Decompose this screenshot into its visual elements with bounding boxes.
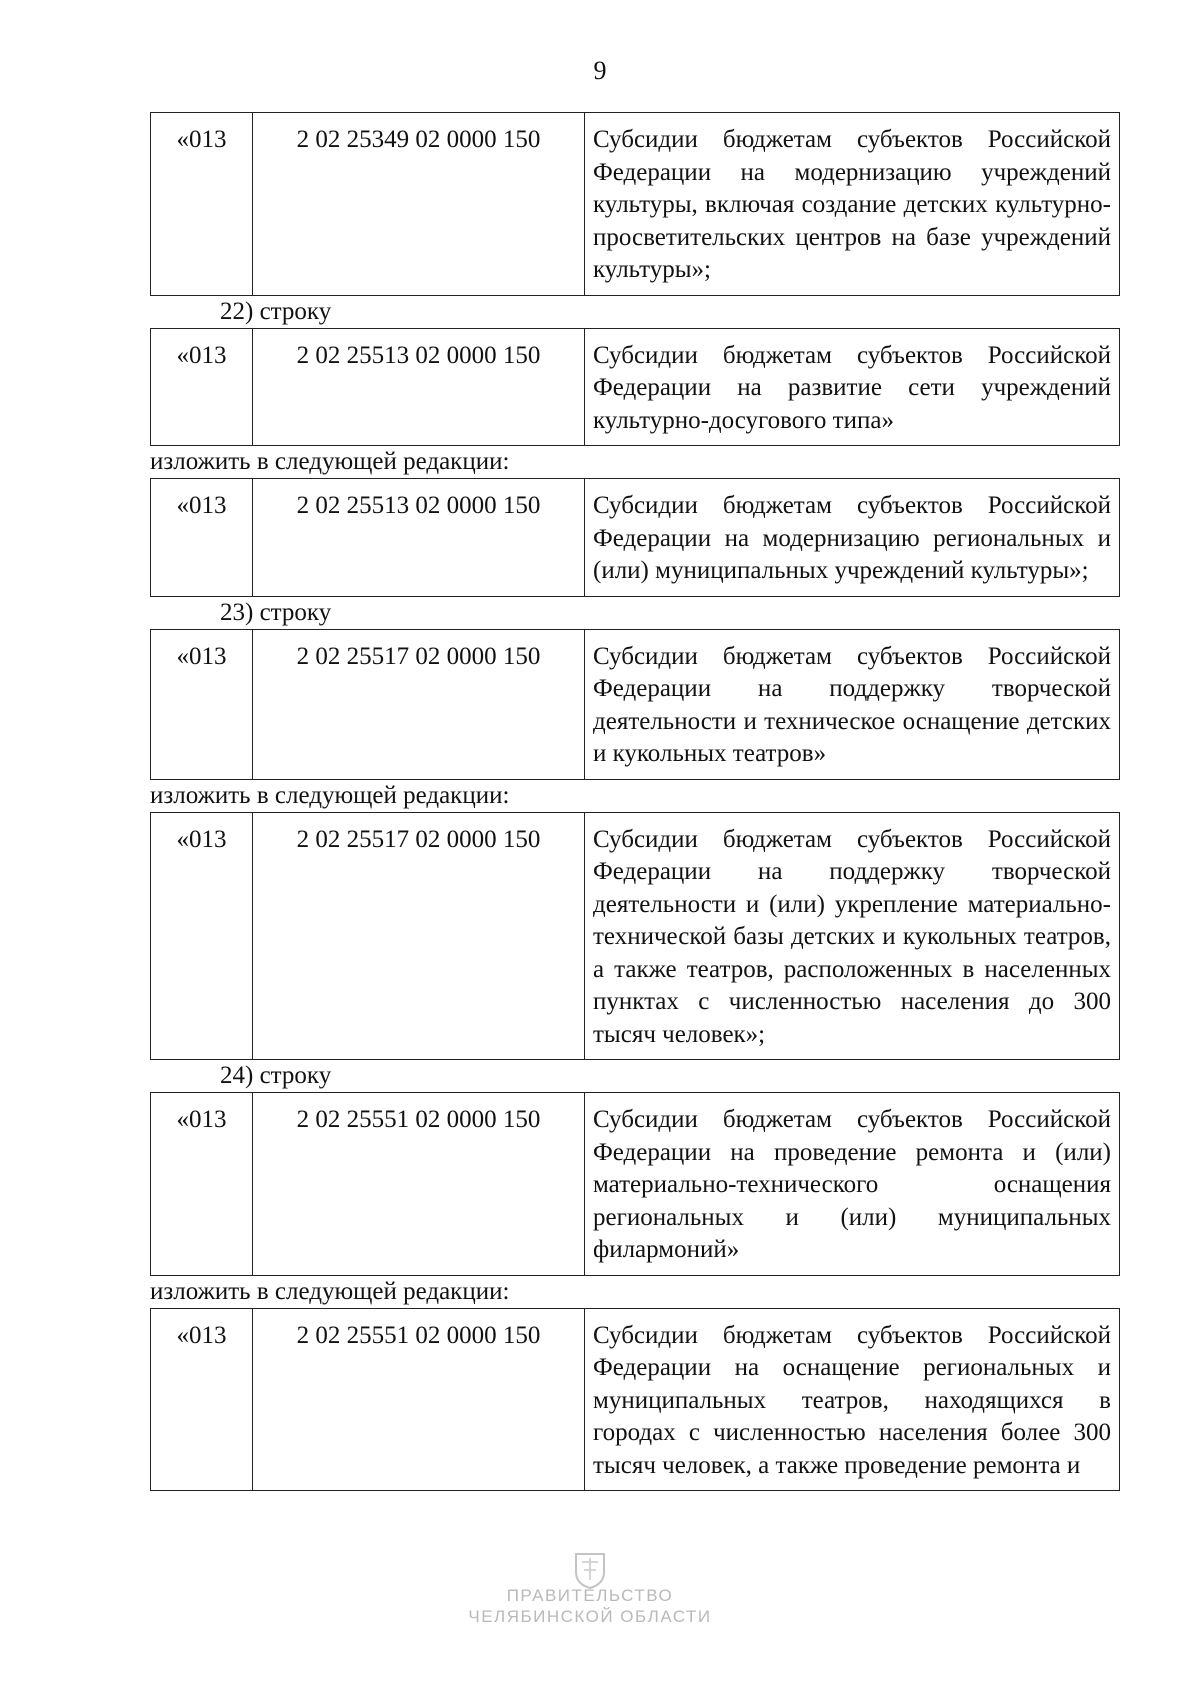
- description-cell: Субсидии бюджетам субъектов Российской Федерации на модернизацию учреждений культуры, включая создание детских культурно-просветительских центров на базе учреждений культуры»;: [585, 113, 1120, 296]
- budget-code-cell: 2 02 25517 02 0000 150: [253, 812, 585, 1060]
- description-cell: Субсидии бюджетам субъектов Российской Федерации на поддержку творческой деятельности и техническое оснащение детских и кукольных театров»: [585, 629, 1120, 779]
- admin-code-cell: «013: [151, 113, 253, 296]
- item-heading: 23) строку: [220, 598, 332, 626]
- table-row: [151, 812, 1120, 1060]
- revision-note: изложить в следующей редакции:: [150, 781, 510, 809]
- description-cell: Субсидии бюджетам субъектов Российской Федерации на оснащение региональных и муниципальных театров, находящихся в городах с численностью населения более 300 тысяч человек, а также проведение ремонта и: [585, 1308, 1120, 1491]
- code-table: [150, 812, 1120, 1061]
- table-row: [151, 629, 1120, 779]
- admin-code-cell: «013: [151, 1093, 253, 1276]
- government-stamp: [460, 1585, 720, 1627]
- code-table: [150, 1308, 1120, 1492]
- budget-code-cell: 2 02 25517 02 0000 150: [253, 629, 585, 779]
- document-body: [150, 112, 1120, 1491]
- stamp-line-2: ЧЕЛЯБИНСКОЙ ОБЛАСТИ: [468, 1607, 712, 1626]
- budget-code-cell: 2 02 25551 02 0000 150: [253, 1093, 585, 1276]
- budget-code-cell: 2 02 25551 02 0000 150: [253, 1308, 585, 1491]
- revision-note: изложить в следующей редакции:: [150, 448, 510, 475]
- description-cell: Субсидии бюджетам субъектов Российской Федерации на развитие сети учреждений культурно-досугового типа»: [585, 328, 1120, 446]
- table-row: [151, 113, 1120, 296]
- item-heading: 22) строку: [220, 297, 332, 325]
- code-table: [150, 328, 1120, 447]
- code-table: [150, 112, 1120, 296]
- admin-code-cell: «013: [151, 328, 253, 446]
- description-cell: Субсидии бюджетам субъектов Российской Федерации на модернизацию региональных и (или) муниципальных учреждений культуры»;: [585, 479, 1120, 597]
- table-row: [151, 328, 1120, 446]
- item-heading: 24) строку: [220, 1062, 332, 1089]
- budget-code-cell: 2 02 25513 02 0000 150: [253, 479, 585, 597]
- admin-code-cell: «013: [151, 479, 253, 597]
- budget-code-cell: 2 02 25349 02 0000 150: [253, 113, 585, 296]
- code-table: [150, 478, 1120, 597]
- code-table: [150, 1092, 1120, 1276]
- description-cell: Субсидии бюджетам субъектов Российской Федерации на проведение ремонта и (или) материально-технического оснащения региональных и (или) муниципальных филармоний»: [585, 1093, 1120, 1276]
- table-row: [151, 479, 1120, 597]
- admin-code-cell: «013: [151, 629, 253, 779]
- coat-of-arms-icon: [572, 1550, 608, 1590]
- admin-code-cell: «013: [151, 812, 253, 1060]
- table-row: [151, 1308, 1120, 1491]
- description-cell: Субсидии бюджетам субъектов Российской Федерации на поддержку творческой деятельности и (или) укрепление материально-технической базы детских и кукольных театров, а также театров, расположенных в населенных пунктах с численностью населения до 300 тысяч человек»;: [585, 812, 1120, 1060]
- page-number: 9: [593, 56, 607, 85]
- code-table: [150, 629, 1120, 780]
- admin-code-cell: «013: [151, 1308, 253, 1491]
- budget-code-cell: 2 02 25513 02 0000 150: [253, 328, 585, 446]
- table-row: [151, 1093, 1120, 1276]
- stamp-line-1: ПРАВИТЕЛЬСТВО: [506, 1586, 674, 1605]
- revision-note: изложить в следующей редакции:: [150, 1277, 510, 1305]
